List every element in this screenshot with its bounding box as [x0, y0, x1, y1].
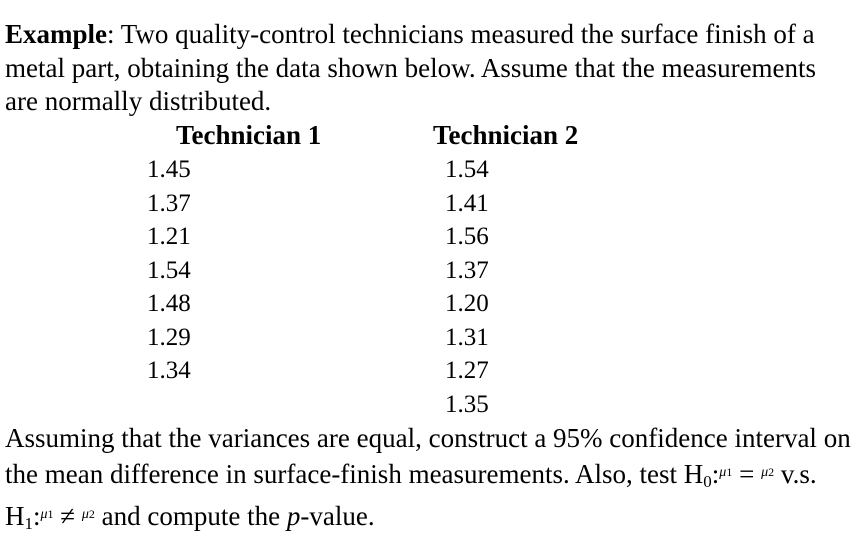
technician-1-value: 1.37 [147, 189, 191, 217]
problem-question [5, 422, 855, 541]
intro-text: : Two quality-control technicians measured the surface finish of a metal part, obtaining the data shown below. Assume that the measurements are normally distributed. [5, 19, 817, 116]
colon: : [711, 458, 720, 489]
technician-1-value: 1.34 [147, 357, 191, 384]
p-letter: p [286, 501, 301, 531]
mu-symbol: μ2 [761, 464, 775, 480]
technician-1-value: 1.54 [147, 256, 191, 284]
technician-2-value: 1.31 [445, 323, 489, 351]
technician-2-value: 1.54 [445, 156, 489, 183]
technician-2-value: 1.27 [445, 357, 489, 384]
question-text: Assuming that the variances are equal, construct a 95% confidence interval on the mean difference in surface-finish measurements. Also, test H [5, 423, 851, 489]
problem-intro [5, 18, 855, 119]
mu-symbol: μ2 [81, 507, 95, 522]
technician-1-column [147, 153, 191, 388]
versus-text: v.s. H [5, 458, 817, 531]
technician-1-value: 1.48 [147, 290, 191, 317]
technician-1-header: Technician 1 [176, 120, 322, 150]
value-text: -value. [300, 501, 375, 531]
h1-subscript: 1 [24, 514, 33, 533]
technician-2-value: 1.20 [445, 290, 489, 317]
technician-2-header: Technician 2 [433, 120, 579, 150]
compute-text: and compute the [94, 501, 287, 531]
technician-1-value: 1.29 [147, 323, 191, 351]
mu-symbol: μ1 [719, 464, 733, 480]
h0-subscript: 0 [703, 471, 712, 491]
technician-1-value: 1.21 [147, 223, 191, 250]
technician-2-value: 1.41 [445, 189, 489, 217]
technician-2-value: 1.37 [445, 256, 489, 284]
technician-2-value: 1.35 [445, 390, 489, 418]
not-equal-sign: ≠ [53, 501, 82, 531]
equals-sign: = [732, 458, 762, 489]
colon: : [33, 501, 41, 531]
mu-symbol: μ1 [40, 507, 54, 522]
example-label: Example [5, 19, 108, 49]
technician-2-value: 1.56 [445, 223, 489, 250]
technician-2-column [445, 153, 489, 421]
technician-1-value: 1.45 [147, 156, 191, 183]
